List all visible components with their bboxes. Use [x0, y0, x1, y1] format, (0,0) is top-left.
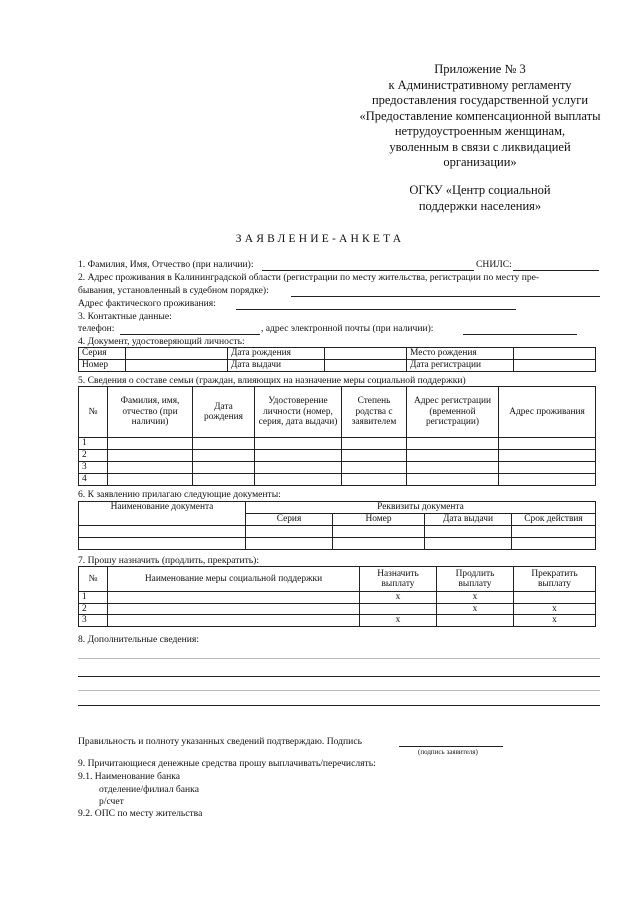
stop-checkbox[interactable] — [514, 592, 596, 604]
stop-checkbox[interactable]: x — [514, 615, 596, 627]
phone-label: телефон: — [78, 323, 115, 334]
assign-checkbox[interactable]: x — [360, 592, 437, 604]
request-col-header: Продлить выплату — [437, 567, 514, 592]
measure-name-cell[interactable] — [108, 592, 360, 604]
family-col-header: № — [79, 387, 108, 438]
cell[interactable] — [512, 526, 596, 538]
cell[interactable] — [512, 538, 596, 550]
doc-name-header: Наименование документа — [79, 502, 246, 526]
header-line: предоставления государственной услуги — [371, 93, 589, 107]
branch-label: отделение/филиал банка — [99, 784, 199, 795]
extend-checkbox[interactable] — [437, 615, 514, 627]
cell[interactable] — [108, 438, 193, 450]
row-number: 4 — [79, 474, 108, 486]
req-col-header: Серия — [246, 514, 333, 526]
number-label: Номер — [79, 360, 126, 372]
cell[interactable] — [333, 538, 425, 550]
address-field[interactable] — [291, 296, 600, 297]
table-row — [79, 538, 596, 550]
family-col-header: Адрес проживания — [499, 387, 596, 438]
table-row — [79, 526, 596, 538]
request-col-header: Наименование меры социальной поддержки — [108, 567, 360, 592]
row-number: 1 — [79, 592, 108, 604]
snils-field[interactable] — [513, 270, 599, 271]
cell[interactable] — [246, 538, 333, 550]
request-col-header: Назначить выплату — [360, 567, 437, 592]
row-number: 1 — [79, 438, 108, 450]
attached-docs-table — [78, 501, 596, 550]
ops-label: 9.2. ОПС по месту жительства — [78, 808, 203, 819]
cell[interactable] — [193, 450, 255, 462]
cell[interactable] — [499, 450, 596, 462]
header-line: уволенным в связи с ликвидацией — [389, 139, 571, 154]
header-line: нетрудоустроенным женщинам, — [394, 124, 566, 138]
cell[interactable] — [342, 438, 407, 450]
recipient-line: поддержки населения» — [418, 198, 542, 213]
cell[interactable] — [255, 474, 342, 486]
contacts-label: 3. Контактные данные: — [78, 311, 172, 322]
birth-date-field[interactable] — [325, 348, 407, 360]
cell[interactable] — [425, 538, 512, 550]
actual-address-label: Адрес фактического проживания: — [78, 298, 216, 309]
id-doc-label: 4. Документ, удостоверяющий личность: — [78, 336, 245, 347]
cell[interactable] — [246, 526, 333, 538]
birth-place-field[interactable] — [514, 348, 596, 360]
reg-date-field[interactable] — [514, 360, 596, 372]
additional-info-line[interactable] — [78, 705, 600, 706]
header-line: к Административному регламенту — [388, 77, 572, 92]
cell[interactable] — [255, 462, 342, 474]
family-col-header: Адрес регистрации (временной регистрации) — [407, 387, 499, 438]
issue-date-label: Дата выдачи — [228, 360, 325, 372]
extend-checkbox[interactable]: x — [437, 603, 514, 615]
series-label: Серия — [79, 348, 126, 360]
cell[interactable] — [333, 526, 425, 538]
cell[interactable] — [193, 474, 255, 486]
table-row — [79, 603, 596, 615]
actual-address-field[interactable] — [236, 309, 516, 310]
cell[interactable] — [193, 462, 255, 474]
series-field[interactable] — [126, 348, 228, 360]
cell[interactable] — [255, 438, 342, 450]
cell[interactable] — [79, 526, 246, 538]
requisites-header: Реквизиты документа — [246, 502, 596, 514]
account-label: р/счет — [99, 796, 124, 807]
birth-place-label: Место рождения — [407, 348, 514, 360]
cell[interactable] — [108, 450, 193, 462]
attached-docs-label: 6. К заявлению прилагаю следующие документы: — [78, 489, 281, 500]
cell[interactable] — [499, 462, 596, 474]
additional-info-line[interactable] — [78, 690, 600, 691]
stop-checkbox[interactable]: x — [514, 603, 596, 615]
number-field[interactable] — [126, 360, 228, 372]
family-col-header: Степень родства с заявителем — [342, 387, 407, 438]
additional-info-label: 8. Дополнительные сведения: — [78, 634, 199, 645]
additional-info-line[interactable] — [78, 676, 600, 677]
row-number: 2 — [79, 603, 108, 615]
measure-name-cell[interactable] — [108, 603, 360, 615]
cell[interactable] — [108, 474, 193, 486]
family-col-header: Удостоверение личности (номер, серия, дата выдачи) — [255, 387, 342, 438]
req-col-header: Дата выдачи — [425, 514, 512, 526]
table-row — [79, 592, 596, 604]
row-number: 2 — [79, 450, 108, 462]
request-col-header: № — [79, 567, 108, 592]
header-line: Приложение № 3 — [434, 62, 526, 76]
table-row — [79, 462, 596, 474]
birth-date-label: Дата рождения — [228, 348, 325, 360]
email-field[interactable] — [463, 334, 577, 335]
request-table — [78, 566, 596, 627]
table-row — [79, 474, 596, 486]
cell[interactable] — [425, 526, 512, 538]
table-row — [79, 438, 596, 450]
recipient-block — [345, 183, 615, 214]
form-title: ЗАЯВЛЕНИЕ-АНКЕТА — [235, 233, 405, 245]
cell[interactable] — [407, 438, 499, 450]
confirm-text: Правильность и полноту указанных сведений подтверждаю. Подпись — [78, 736, 362, 747]
measure-name-cell[interactable] — [108, 615, 360, 627]
payment-label: 9. Причитающиеся денежные средства прошу выплачивать/перечислять: — [78, 758, 376, 769]
header-line: «Предоставление компенсационной выплаты — [359, 108, 601, 123]
cell[interactable] — [108, 462, 193, 474]
reg-date-label: Дата регистрации — [407, 360, 514, 372]
signature-caption: (подпись заявителя) — [418, 748, 478, 756]
cell[interactable] — [499, 438, 596, 450]
additional-info-line[interactable] — [78, 658, 600, 659]
request-label: 7. Прошу назначить (продлить, прекратить): — [78, 555, 260, 566]
assign-checkbox[interactable] — [360, 603, 437, 615]
cell[interactable] — [342, 450, 407, 462]
row-number: 3 — [79, 462, 108, 474]
family-label: 5. Сведения о составе семьи (граждан, влияющих на назначение меры социальной поддержки) — [78, 375, 466, 386]
table-row — [79, 450, 596, 462]
assign-checkbox[interactable]: x — [360, 615, 437, 627]
table-row — [79, 615, 596, 627]
req-col-header: Срок действия — [512, 514, 596, 526]
address-label: 2. Адрес проживания в Калининградской области (регистрации по месту жительства, регистрации по месту пре- — [78, 272, 540, 283]
cell[interactable] — [407, 450, 499, 462]
row-number: 3 — [79, 615, 108, 627]
phone-field[interactable] — [120, 334, 260, 335]
recipient-line: ОГКУ «Центр социальной — [409, 183, 551, 197]
id-doc-table — [78, 347, 596, 372]
header-line: организации» — [443, 155, 517, 169]
bank-label: 9.1. Наименование банка — [78, 771, 181, 782]
cell[interactable] — [255, 450, 342, 462]
extend-checkbox[interactable]: x — [437, 592, 514, 604]
cell[interactable] — [499, 474, 596, 486]
cell[interactable] — [342, 474, 407, 486]
family-col-header: Фамилия, имя, отчество (при наличии) — [108, 387, 193, 438]
req-col-header: Номер — [333, 514, 425, 526]
fio-label: 1. Фамилия, Имя, Отчество (при наличии): — [78, 259, 254, 270]
address-label-cont: бывания, установленный в судебном порядке): — [78, 285, 269, 296]
cell[interactable] — [407, 462, 499, 474]
cell[interactable] — [193, 438, 255, 450]
cell[interactable] — [407, 474, 499, 486]
signature-field[interactable] — [399, 746, 503, 747]
family-table — [78, 386, 596, 486]
appendix-header — [330, 62, 630, 171]
cell[interactable] — [79, 538, 246, 550]
family-col-header: Дата рождения — [193, 387, 255, 438]
issue-date-field[interactable] — [325, 360, 407, 372]
fio-field[interactable] — [262, 270, 474, 271]
request-col-header: Прекратить выплату — [514, 567, 596, 592]
cell[interactable] — [342, 462, 407, 474]
email-label: , адрес электронной почты (при наличии): — [261, 323, 434, 334]
snils-label: СНИЛС: — [476, 259, 512, 270]
